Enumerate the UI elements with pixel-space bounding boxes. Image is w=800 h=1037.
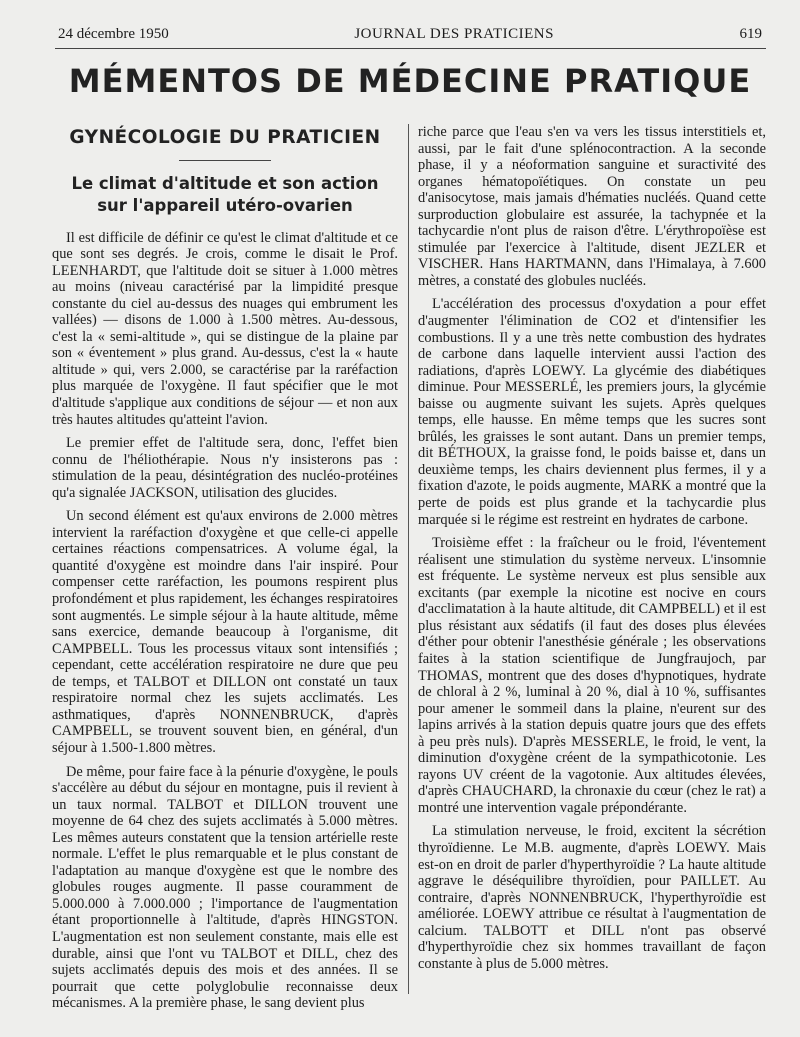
running-header bbox=[58, 26, 762, 46]
journal-name: JOURNAL DES PRATICIENS bbox=[354, 26, 554, 42]
paragraph: Il est difficile de définir ce qu'est le climat d'altitude et ce que sont ses degrés. Je crois, comme le disait le Prof. LEENHARDT, que l'altitude doit se situer à 1.000 mètres au moins (niveau caractérisé par la limpidité presque constante du ciel au-dessus des nuages qui embrument les vallées) — disons de 1.000 à 1.500 mètres. Au-dessous, c'est la « semi-altitude », qui se distingue de la plaine par son « éventement » plus grand. Au-dessus, c'est la « haute altitude » qui, vers 2.000, se caractérise par la raréfaction plus marquée de l'oxygène. Il faut spécifier que le mot d'altitude s'applique aux conditions de séjour — et non aux très hautes altitudes qu'atteint l'avion. bbox=[52, 229, 398, 428]
section-rule bbox=[179, 160, 271, 161]
page-title: MÉMENTOS DE MÉDECINE PRATIQUE bbox=[68, 62, 752, 100]
right-column bbox=[418, 124, 766, 979]
section-title: GYNÉCOLOGIE DU PRATICIEN bbox=[69, 127, 381, 148]
paragraph: Un second élément est qu'aux environs de 2.000 mètres intervient la raréfaction d'oxygène et que celle-ci appelle certaines réactions compensatrices. A volume égal, la quantité d'oxygène est moindre dans l'air inspiré. Pour compenser cette raréfaction, les poumons respirent plus profondément et plus rapidement, les échanges respiratoires sont augmentés. Le simple séjour à la haute altitude, même sans exercice, demande beaucoup à l'organisme, dit CAMPBELL. Tous les processus vitaux sont intensifiés ; cependant, cette accélération respiratoire ne dure que peu de temps, et TALBOT et DILLON ont constaté un taux respiratoire normal chez les sujets acclimatés. Les asthmatiques, d'après NONNENBRUCK, d'après CAMPBELL, se trouvent souvent bien, en général, d'un séjour à 1.500-1.800 mètres. bbox=[52, 508, 398, 756]
paragraph: L'accélération des processus d'oxydation a pour effet d'augmenter l'élimination de CO2 et d'intensifier les combustions. Il y a une très nette combustion des hydrates de carbone dans laquelle intervient aussi l'action des radiations, d'après LOEWY. La glycémie des diabétiques diminue. Pour MESSERLÉ, les premiers jours, la glycémie baisse ou augmente suivant les sujets. Après quelques temps, elle hausse. En même temps que les sucres sont brûlés, les graisses le sont autant. Dans un premier temps, dit BÉTHOUX, la graisse fond, le poids baisse et, dans un deuxième temps, les chairs deviennent plus fermes, il y a fixation d'azote, le poids augmente, MARK a montré que la perte de poids est plus grande et la tachycardie plus marquée si le régime est restreint en hydrates de carbone. bbox=[418, 296, 766, 528]
article-title-line-1: Le climat d'altitude et son action bbox=[71, 173, 379, 193]
left-column bbox=[52, 124, 398, 1019]
issue-date: 24 décembre 1950 bbox=[58, 26, 169, 42]
paragraph: riche parce que l'eau s'en va vers les tissus interstitiels et, aussi, par le fait d'une splénocontraction. A la seconde phase, il y a néoformation sanguine et suractivité des organes hématopoïétiques. On constate un peu d'anisocytose, mais jamais d'hématies nucléés. Quand cette surproduction globulaire est assurée, la tachypnée et la tachycardie n'ont plus de raison d'être. L'érythropoïèse est stimulée par l'exercice à l'altitude, disent JEZLER et VISCHER. Hans HARTMANN, dans l'Himalaya, à 7.600 mètres, a constaté des globules nucléés. bbox=[418, 124, 766, 289]
article-title bbox=[52, 173, 398, 217]
page-number: 619 bbox=[739, 26, 762, 42]
column-divider bbox=[408, 124, 409, 994]
paragraph: De même, pour faire face à la pénurie d'oxygène, le pouls s'accélère au début du séjour en montagne, puis il revient à un taux normal. TALBOT et DILLON trouvent une moyenne de 64 chez des sujets acclimatés à 5.000 mètres. Les mêmes auteurs constatent que la tension artérielle reste normale. L'effet le plus remarquable et le plus constant de l'adaptation au manque d'oxygène est que le nombre des globules rouges augmente. Il passe couramment de 5.000.000 à 7.000.000 ; l'importance de l'augmentation étant proportionnelle à l'altitude, d'après HINGSTON. L'augmentation est non seulement constante, mais elle est durable, ainsi que l'ont vu TALBOT et DILL, chez des sujets acclimatés depuis des mois et des années. Il se pourrait que cette polyglobulie reconnaisse deux mécanismes. A la première phase, le sang devient plus bbox=[52, 763, 398, 1012]
article-title-line-2: sur l'appareil utéro-ovarien bbox=[97, 195, 353, 215]
paragraph: La stimulation nerveuse, le froid, excitent la sécrétion thyroïdienne. Le M.B. augmente, d'après LOEWY. Mais est-on en droit de parler d'hyperthyroïdie ? La haute altitude aggrave le déséquilibre thyroïdien, pour PAILLET. Au contraire, d'après NONNENBRUCK, l'hyperthyroïdie est améliorée. LOEWY attribue ce résultat à l'augmentation de calcium. TALBOTT et DILL n'ont pas observé d'hyperthyroïdie chez six hommes travaillant de façon constante à plus de 5.000 mètres. bbox=[418, 823, 766, 972]
paragraph: Troisième effet : la fraîcheur ou le froid, l'éventement réalisent une stimulation du système nerveux. L'insomnie est fréquente. Le système nerveux est plus sensible aux excitants (par exemple la nicotine est nocive en cours d'acclimatation à la haute altitude, dit CAMPBELL) et il est plus résistant aux sédatifs (il faut des doses plus élevées d'éther pour obtenir l'anesthésie générale ; les observations faites à la station scientifique de Jungfraujoch, par THOMAS, montrent que des doses d'hypnotiques, hydrate de chloral à 2 %, luminal à 20 %, dial à 10 %, suffisantes pour amener le sommeil dans la plaine, n'eurent sur des lapins arrivés à la station depuis quatre jours que des effets à peu près nuls). D'après MESSERLE, le froid, le vent, la diminution d'oxygène créent de la sympathicotonie. Les rayons UV créent de la vagotonie. Aux altitudes élevées, d'après CHAUCHARD, la chronaxie du cœur (chez le rat) a montré une intervention vagale prépondérante. bbox=[418, 535, 766, 816]
paragraph: Le premier effet de l'altitude sera, donc, l'effet bien connu de l'héliothérapie. Nous n'y insisterons pas : stimulation de la peau, désintégration des nucléo-protéines qu'a signalée JACKSON, utilisation des glucides. bbox=[52, 435, 398, 501]
header-rule bbox=[55, 48, 766, 49]
